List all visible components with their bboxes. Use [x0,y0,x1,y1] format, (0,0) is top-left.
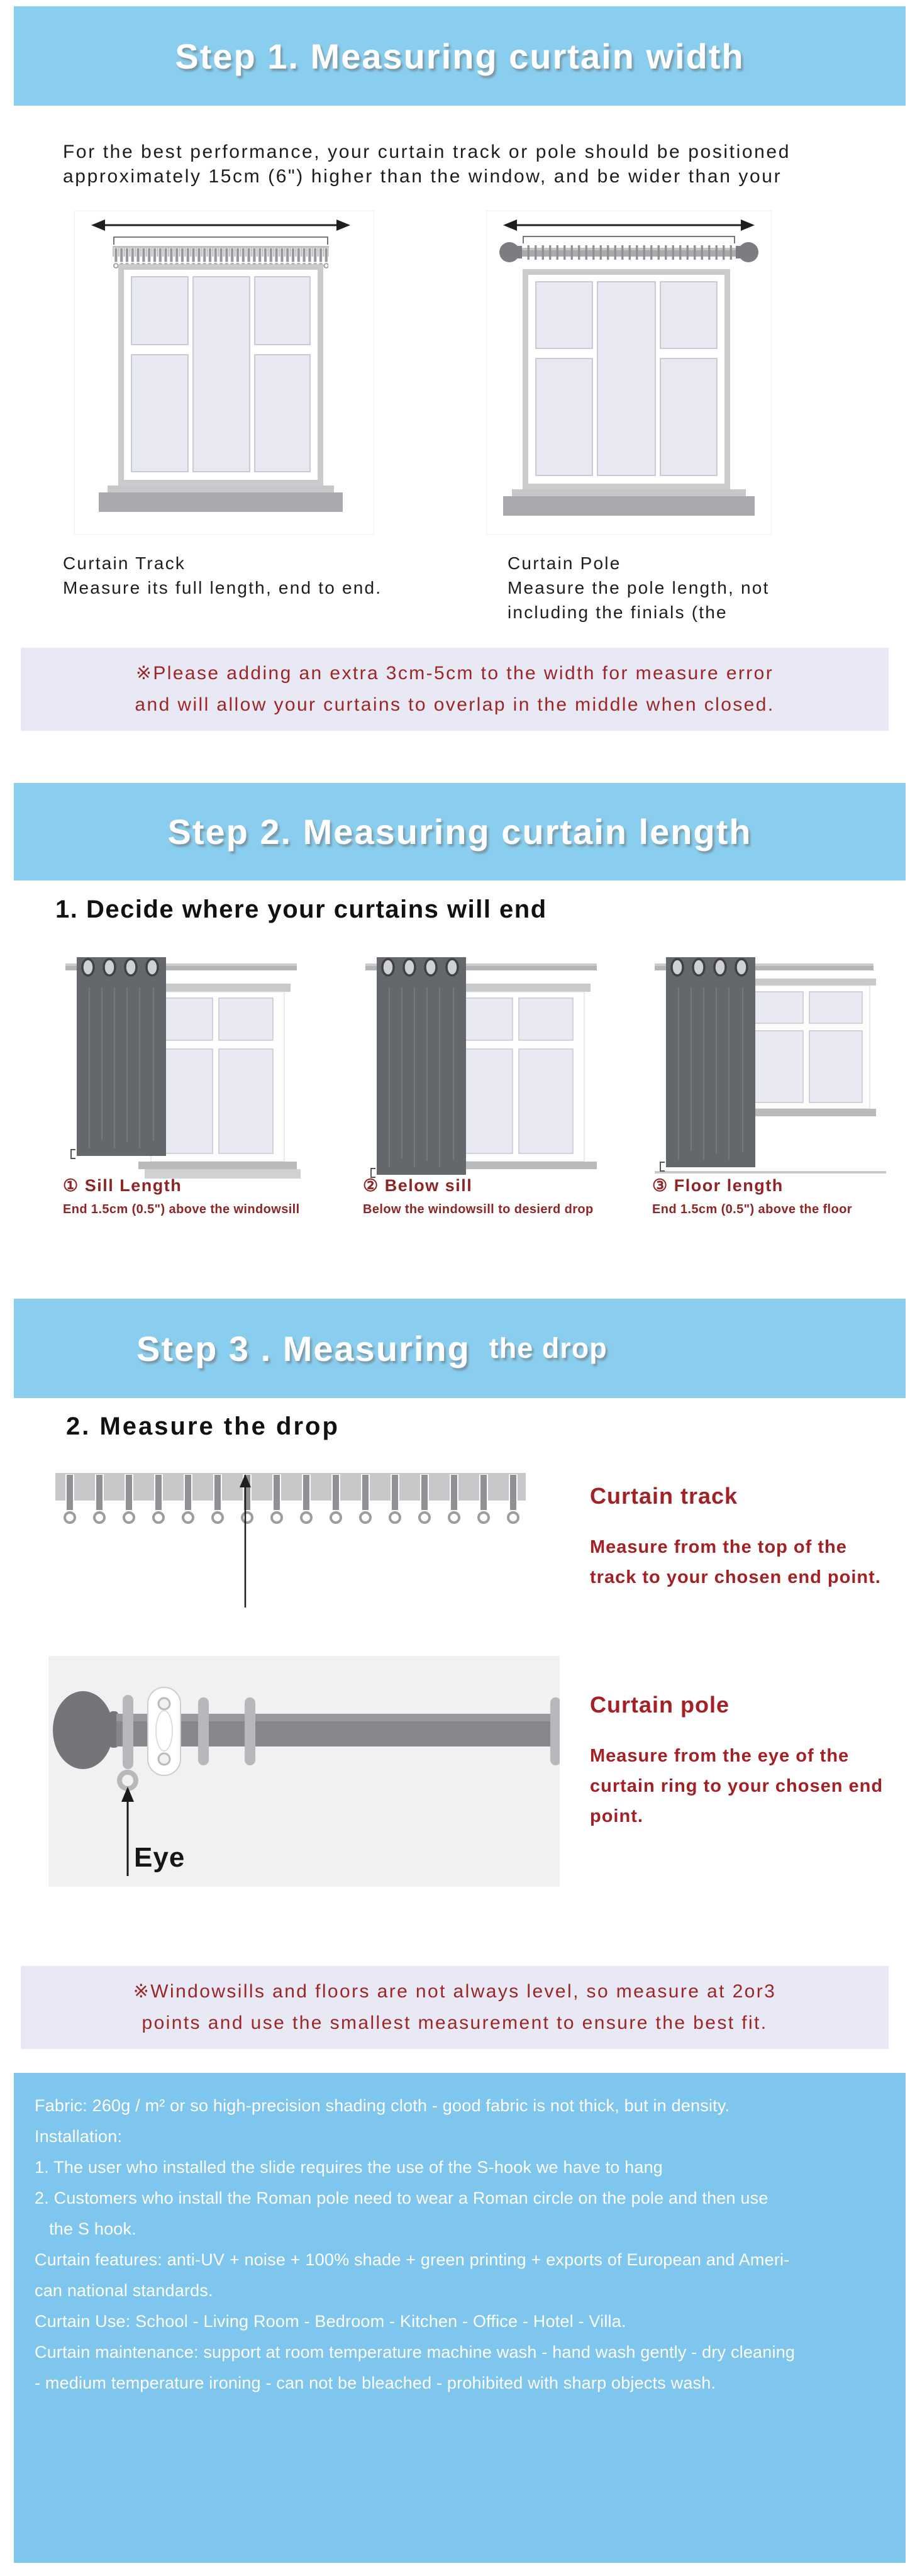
floor-line [655,1171,886,1174]
level-measure-note [21,1966,889,2049]
right-finial [738,242,758,262]
curtain-track-window-diagram [74,211,374,535]
track-title: Curtain track [590,1483,738,1509]
track-caption-line: Measure its full length, end to end. [63,578,382,597]
pole-line: curtain ring to your chosen end [590,1776,884,1796]
step3-banner [14,1299,906,1398]
curtain [666,957,755,1167]
curtain-ring [123,1695,133,1769]
step1-banner-title: Step 1. Measuring curtain width [175,36,745,76]
step1-intro-paragraph [63,140,791,189]
pole-caption-line: Measure the pole length, not [508,578,770,597]
track-closeup-illustration [55,1472,558,1616]
curtain-track-closeup [55,1472,558,1616]
below-sill-diagram [362,953,601,1182]
note-line: and will allow your curtains to overlap in the middle when closed. [135,694,775,715]
step1-banner [14,6,906,106]
step3-banner-title: Step 3 . Measuring [136,1328,470,1368]
option-desc: Below the windowsill to desierd drop [363,1202,594,1216]
below-sill-caption [363,1176,594,1217]
measure-bracket [523,236,735,243]
ring-eye [119,1772,136,1789]
sill-length-diagram [62,953,301,1182]
step3-heading: 2. Measure the drop [66,1413,340,1440]
step2-banner [14,783,906,880]
option-desc: End 1.5cm (0.5") above the floor [652,1202,852,1216]
info-line: Curtain Use: School - Living Room - Bedroom - Kitchen - Office - Hotel - Villa. [35,2312,626,2331]
window [740,979,876,1109]
track-caption [63,551,382,600]
pole-line: point. [590,1806,643,1826]
info-line: Installation: [35,2127,123,2146]
pole-closeup-illustration [48,1656,560,1887]
pole-instructions [590,1692,883,1831]
curtain-pole-bar [499,242,758,262]
up-arrow-icon [121,1787,134,1876]
pole-caption-title: Curtain Pole [508,553,621,573]
info-line: Fabric: 260g / m² or so high-precision shading cloth - good fabric is not thick, but in density. [35,2096,730,2115]
window-with-track-illustration [75,211,374,534]
track-line: track to your chosen end point. [590,1567,881,1587]
intro-line: For the best performance, your curtain track or pole should be positioned [63,142,791,162]
left-finial [499,242,519,262]
curtain-ring [245,1697,255,1765]
finial [53,1691,113,1769]
step3-banner-subtitle: the drop [489,1332,608,1364]
width-double-arrow-icon [503,219,755,231]
end-point-bracket [71,1150,75,1158]
pole-caption [508,551,770,625]
option-title: ① Sill Length [63,1176,182,1195]
info-line: 1. The user who installed the slide requires the use of the S-hook we have to hang [35,2158,663,2177]
pole-title: Curtain pole [590,1692,730,1718]
wall-bracket [148,1687,180,1775]
track-caption-title: Curtain Track [63,553,186,573]
floor-length-illustration [651,953,890,1182]
sill-length-illustration [62,953,301,1182]
window [145,984,291,1162]
window [445,984,591,1162]
info-line: Curtain features: anti-UV + noise + 100% shade + green printing + exports of European and Ameri- [35,2250,790,2269]
info-line: can national standards. [35,2281,213,2300]
option-title: ② Below sill [363,1176,473,1195]
curtain-pole-closeup [48,1656,560,1887]
windowsill [503,489,755,516]
width-measure-note [21,648,889,731]
windowsill [99,486,343,512]
width-double-arrow-icon [91,219,350,231]
note-line: points and use the smallest measurement to ensure the best fit. [141,2012,768,2033]
sill-length-caption [63,1176,300,1217]
step2-banner-title: Step 2. Measuring curtain length [167,812,752,852]
note-line: ※Windowsills and floors are not always level, so measure at 2or3 [133,1981,777,2002]
intro-line: approximately 15cm (6") higher than the window, and be wider than your [63,166,782,187]
track-instructions [590,1483,881,1592]
product-info-panel [14,2073,906,2563]
curtain [377,957,466,1175]
option-desc: End 1.5cm (0.5") above the windowsill [63,1202,300,1216]
curtain-ring [198,1697,209,1765]
floor-length-diagram [651,953,890,1182]
pole-line: Measure from the eye of the [590,1746,850,1766]
window-frame [523,269,730,489]
track-line: Measure from the top of the [590,1537,847,1557]
step2-heading: 1. Decide where your curtains will end [55,896,547,923]
curtain-ring [550,1697,560,1765]
note-line: ※Please adding an extra 3cm-5cm to the width for measure error [135,663,774,684]
info-line: Curtain maintenance: support at room temperature machine wash - hand wash gently - dry cleaning [35,2343,796,2362]
pole-rings [524,245,733,260]
measure-bracket [114,237,328,245]
floor-length-caption [652,1176,852,1217]
pole-caption-line: including the finials (the [508,602,728,622]
info-line: - medium temperature ironing - can not be bleached - prohibited with sharp objects wash. [35,2373,716,2392]
eye-label: Eye [134,1842,186,1873]
below-sill-illustration [362,953,601,1182]
window-with-pole-illustration [487,211,771,534]
track-gliders [57,1474,526,1527]
info-line: 2. Customers who install the Roman pole need to wear a Roman circle on the pole and then use [35,2189,769,2207]
info-line: the S hook. [35,2219,136,2238]
curtain [77,957,166,1156]
option-title: ③ Floor length [652,1176,784,1195]
end-point-bracket [660,1162,665,1171]
curtain-pole-window-diagram [486,211,772,535]
window-frame [118,264,323,486]
